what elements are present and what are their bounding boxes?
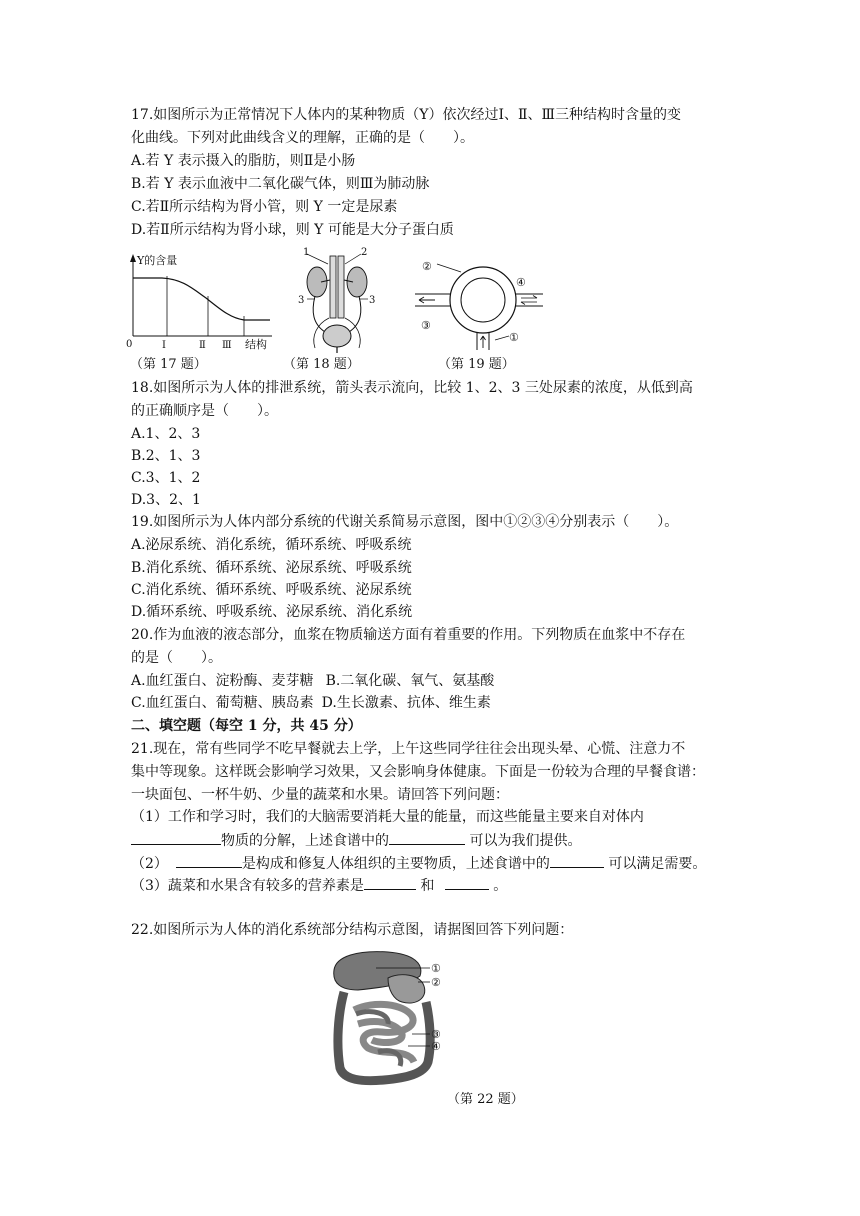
stomach	[388, 975, 425, 1003]
fig19-label-1: ①	[509, 331, 519, 344]
q18-stem-line2: 的正确顺序是（ ）。	[131, 403, 278, 419]
fig22-label-4: ④	[431, 1040, 441, 1053]
q21-stem-line2: 集中等现象。这样既会影响学习效果，又会影响身体健康。下面是一份较为合理的早餐食谱：	[131, 764, 705, 780]
q18-option-b: B.2、1、3	[131, 448, 201, 464]
q17-option-b: B.若 Y 表示血液中二氧化碳气体，则Ⅲ为肺动脉	[131, 176, 430, 192]
fig18-label-3-left: 3	[298, 295, 305, 306]
fig22-caption: （第 22 题）	[447, 1092, 524, 1107]
q22-stem: 22.如图所示为人体的消化系统部分结构示意图，请据图回答下列问题：	[131, 922, 574, 938]
q21-stem-line1: 21.现在，常有些同学不吃早餐就去上学，上午这些同学往往会出现头晕、心慌、注意力不	[131, 741, 686, 757]
answer-blank-2[interactable]	[389, 829, 465, 845]
q21-part2: （2） 是构成和修复人体组织的主要物质，上述食谱中的 可以满足需要。	[131, 852, 706, 874]
vena-cava	[338, 256, 344, 318]
circulation-ring-outer	[450, 267, 516, 333]
fig19-label-2: ②	[422, 260, 432, 273]
q18-option-d: D.3、2、1	[131, 492, 201, 508]
q21-part1-line1: （1）工作和学习时，我们的大脑需要消耗大量的能量，而这些能量主要来自对体内	[131, 809, 644, 825]
answer-blank-5[interactable]	[364, 874, 416, 890]
q20-options-row2	[131, 693, 491, 713]
q20-stem-line1: 20.作为血液的液态部分，血浆在物质输送方面有着重要的作用。下列物质在血浆中不存在	[131, 627, 686, 643]
right-ureter	[349, 296, 361, 332]
fig19-label-4: ④	[516, 276, 526, 289]
left-kidney	[307, 267, 327, 297]
fig17-tick-i: Ⅰ	[162, 340, 166, 351]
q18-stem-line1: 18.如图所示为人体的排泄系统，箭头表示流向，比较 1、2、3 三处尿素的浓度，从低到高	[131, 380, 693, 396]
q19-stem: 19.如图所示为人体内部分系统的代谢关系简易示意图，图中①②③④分别表示（ ）。	[131, 514, 679, 530]
answer-blank-1[interactable]	[131, 829, 221, 845]
q21-part3: （3）蔬菜和水果含有较多的营养素是 和 。	[131, 874, 507, 896]
q17-stem-line2: 化曲线。下列对此曲线含义的理解，正确的是（ ）。	[131, 130, 474, 146]
content-curve	[133, 278, 270, 320]
fig17-tick-ii: Ⅱ	[199, 340, 206, 351]
q17-stem-line1: 17.如图所示为正常情况下人体内的某种物质（Y）依次经过Ⅰ、Ⅱ、Ⅲ三种结构时含量的变	[131, 107, 682, 123]
section-2-heading: 二、填空题（每空 1 分，共 45 分）	[131, 718, 362, 734]
aorta	[330, 256, 336, 318]
right-kidney	[347, 267, 367, 297]
answer-blank-6[interactable]	[445, 874, 489, 890]
fig18-label-2: 2	[361, 247, 368, 258]
figure-18-excretory-system	[295, 247, 385, 354]
bladder	[323, 325, 351, 347]
q20-option-c: C.血红蛋白、葡萄糖、胰岛素	[131, 695, 314, 711]
fig17-xlabel: 结构	[245, 338, 267, 351]
fig19-caption: （第 19 题）	[438, 357, 515, 372]
q18-option-c: C.3、1、2	[131, 470, 201, 486]
fig18-label-3-right: 3	[369, 295, 376, 306]
fig22-label-1: ①	[431, 962, 441, 975]
fig17-ylabel: Y的含量	[137, 254, 178, 267]
q20-option-b: B.二氧化碳、氧气、氨基酸	[325, 673, 495, 689]
fig17-caption: （第 17 题）	[130, 357, 207, 372]
q21-part1-line2: 物质的分解，上述食谱中的 可以为我们提供。	[131, 829, 581, 851]
q19-option-c: C.消化系统、循环系统、呼吸系统、泌尿系统	[131, 582, 412, 598]
q20-options-row1	[131, 671, 494, 691]
q17-option-a: A.若 Y 表示摄入的脂肪，则Ⅱ是小肠	[131, 153, 356, 169]
q17-option-c: C.若Ⅱ所示结构为肾小管，则 Y 一定是尿素	[131, 199, 398, 215]
figure-17-chart	[120, 252, 280, 352]
q20-stem-line2: 的是（ ）。	[131, 650, 222, 666]
y-axis-arrow	[130, 254, 136, 262]
q19-option-a: A.泌尿系统、消化系统，循环系统、呼吸系统	[131, 537, 412, 553]
left-ureter	[313, 296, 325, 332]
q19-option-d: D.循环系统、呼吸系统、泌尿系统、消化系统	[131, 604, 413, 620]
fig19-label-3: ③	[421, 319, 431, 332]
fig18-caption: （第 18 题）	[283, 357, 360, 372]
figure-22-digestive-system	[328, 944, 458, 1086]
fig22-label-3: ③	[431, 1028, 441, 1041]
q19-option-b: B.消化系统、循环系统、泌尿系统、呼吸系统	[131, 560, 412, 576]
q20-option-d: D.生长激素、抗体、维生素	[321, 695, 491, 711]
fig18-label-1: 1	[303, 247, 310, 258]
circulation-ring-inner	[461, 278, 505, 322]
q18-option-a: A.1、2、3	[131, 426, 201, 442]
q17-option-d: D.若Ⅱ所示结构为肾小球，则 Y 可能是大分子蛋白质	[131, 222, 454, 238]
q20-option-a: A.血红蛋白、淀粉酶、麦芽糖	[131, 673, 314, 689]
fig17-tick-iii: Ⅲ	[222, 340, 232, 351]
answer-blank-4[interactable]	[550, 852, 604, 868]
answer-blank-3[interactable]	[176, 852, 242, 868]
fig22-label-2: ②	[431, 976, 441, 989]
fig17-origin: 0	[126, 339, 133, 350]
figure-19-system-diagram	[405, 258, 545, 350]
q21-stem-line3: 一块面包、一杯牛奶、少量的蔬菜和水果。请回答下列问题：	[131, 787, 509, 803]
